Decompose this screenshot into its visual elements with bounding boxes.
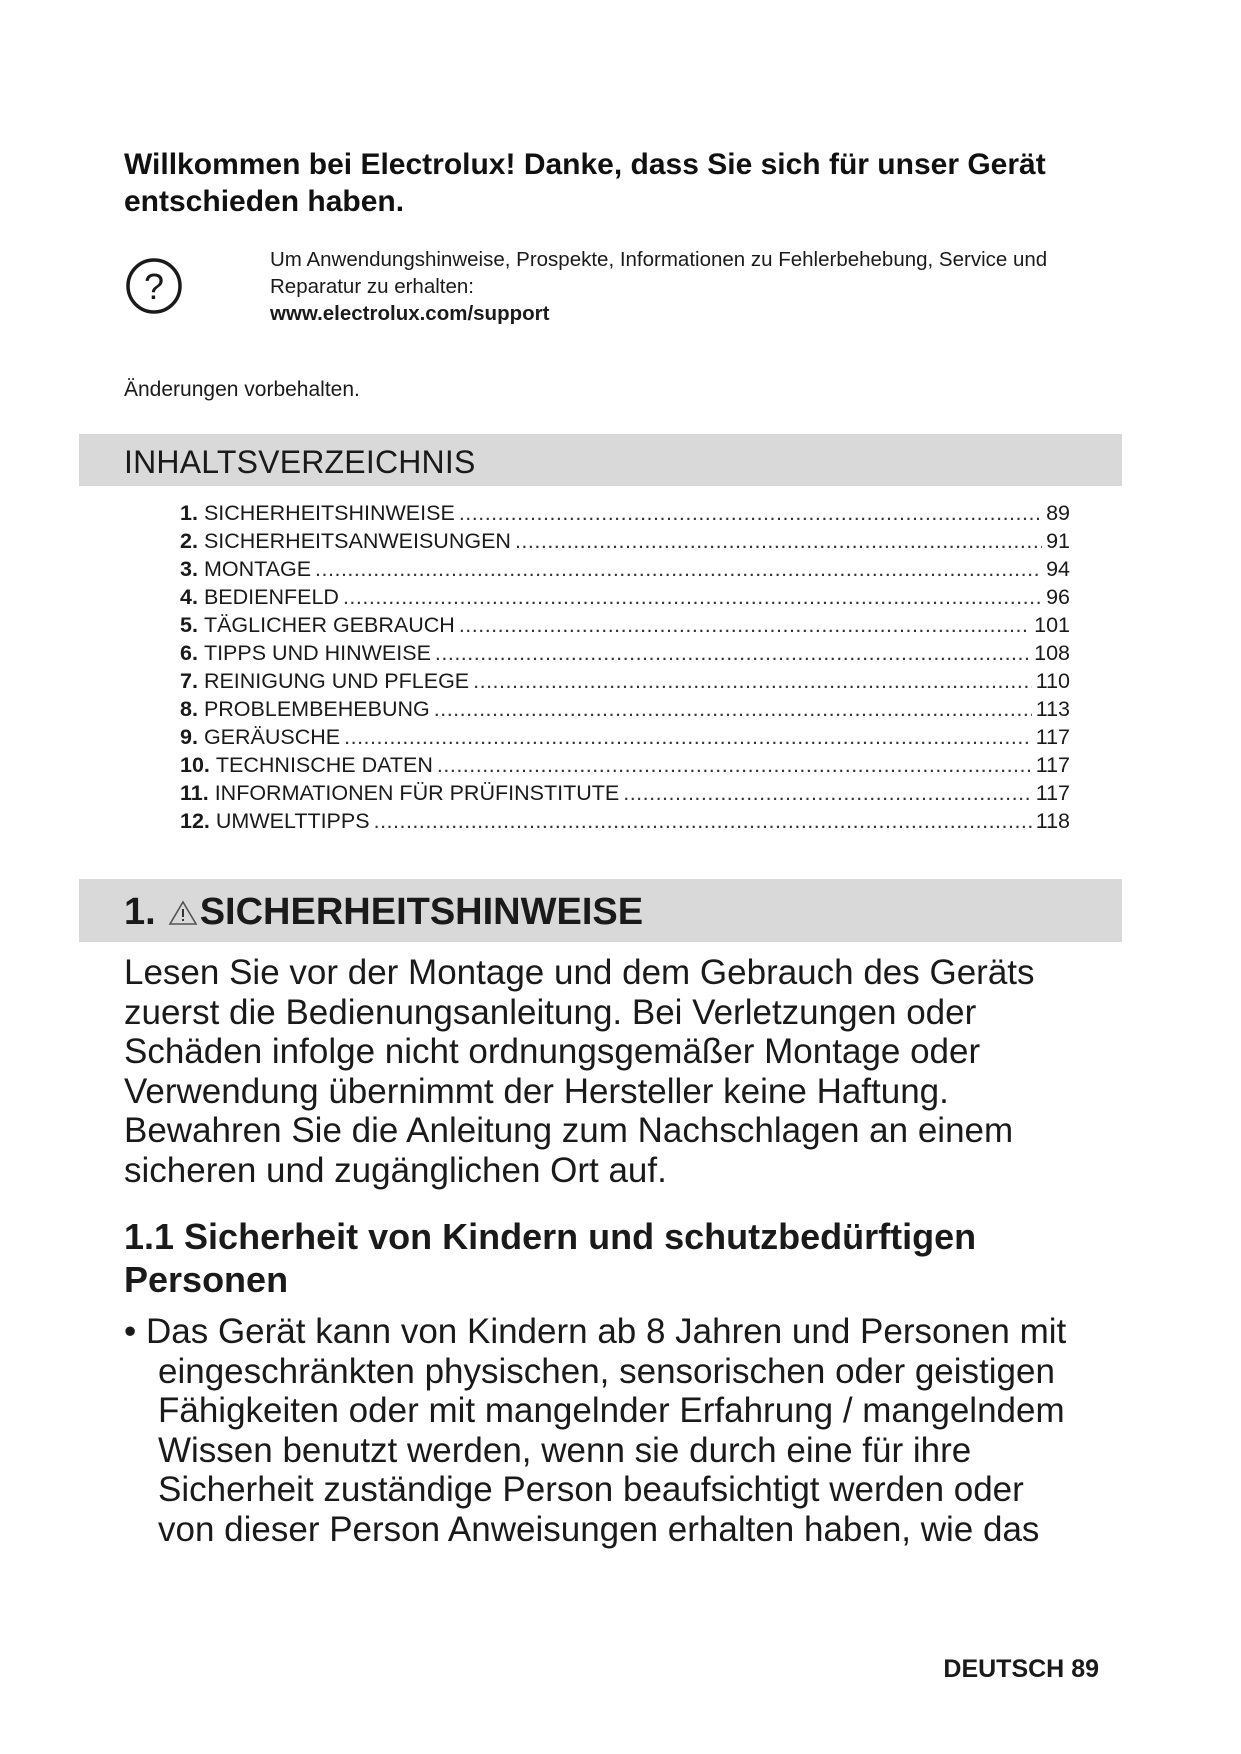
intro-line: Bewahren Sie die Anleitung zum Nachschlagen an einem [124,1111,1014,1150]
intro-line: Lesen Sie vor der Montage und dem Gebrauch des Geräts [124,953,1035,992]
bullet-line: • Das Gerät kann von Kindern ab 8 Jahren und Personen mit [124,1312,1067,1351]
toc-item-number: 2. [180,529,198,553]
toc-item-title: UMWELTTIPPS [215,809,370,833]
welcome-line-1: Willkommen bei Electrolux! Danke, dass Sie sich für unser Gerät [124,148,1046,181]
toc-item[interactable] [180,611,1070,639]
toc-item[interactable] [180,583,1070,611]
toc-item-number: 11. [180,781,209,805]
toc-leader-dots [459,499,1042,527]
section-1-heading-text: SICHERHEITSHINWEISE [199,891,644,933]
toc-item-number: 6. [180,641,198,665]
toc-leader-dots [315,555,1042,583]
bullet-line: Sicherheit zuständige Person beaufsichtigt werden oder [158,1470,1024,1509]
toc-item-number: 4. [180,585,198,609]
toc-item-title: INFORMATIONEN FÜR PRÜFINSTITUTE [214,781,620,805]
bullet-line: Fähigkeiten oder mit mangelnder Erfahrung / mangelndem [158,1391,1065,1430]
toc-item-title: TÄGLICHER GEBRAUCH [203,613,455,637]
toc-item-number: 12. [180,809,210,833]
toc-item-number: 1. [180,501,198,525]
toc-item-title: TECHNISCHE DATEN [215,753,433,777]
toc-item-page: 108 [1034,641,1070,665]
subsection-title-line-1: 1.1 Sicherheit von Kindern und schutzbedürftigen [124,1216,977,1257]
toc-item-title: SICHERHEITSANWEISUNGEN [203,529,511,553]
welcome-line-2: entschieden haben. [124,185,405,218]
toc-item-page: 113 [1035,697,1070,721]
svg-text:?: ? [143,266,165,307]
toc-item[interactable] [180,695,1070,723]
intro-line: zuerst die Bedienungsanleitung. Bei Verletzungen oder [124,992,977,1032]
subsection-title-line-2: Personen [124,1259,289,1300]
toc-item[interactable] [180,527,1070,555]
toc-item-title: REINIGUNG UND PFLEGE [203,669,470,693]
welcome-heading [124,146,1084,220]
toc-item-title: GERÄUSCHE [203,725,341,749]
footer-language: DEUTSCH [943,1655,1065,1683]
section-1-intro [124,953,1104,1190]
toc-item[interactable] [180,723,1070,751]
table-of-contents [180,499,1070,835]
section-1-title [124,891,643,934]
question-circle-icon [124,256,184,316]
toc-item-title: SICHERHEITSHINWEISE [203,501,455,525]
toc-leader-dots [343,583,1042,611]
support-url-link[interactable]: www.electrolux.com/support [270,302,550,325]
toc-leader-dots [344,723,1032,751]
bullet-item [124,1312,1148,1549]
toc-item-number: 8. [180,697,198,721]
toc-item-title: MONTAGE [203,557,312,581]
intro-line: Verwendung übernimmt der Hersteller keine Haftung. [124,1071,949,1111]
page-footer [943,1655,1099,1684]
section-1-header-bar [79,879,1122,942]
toc-leader-dots [623,779,1032,807]
toc-item-page: 101 [1034,613,1070,637]
toc-leader-dots [515,527,1042,555]
toc-item-title: TIPPS UND HINWEISE [203,641,431,665]
toc-title: INHALTSVERZEICHNIS [124,444,476,480]
toc-item-page: 110 [1035,669,1070,693]
toc-item-number: 7. [180,669,198,693]
bullet-line: Wissen benutzt werden, wenn sie durch eine für ihre [158,1430,972,1470]
warning-triangle-icon [168,900,198,926]
toc-item-number: 9. [180,725,198,749]
toc-item-page: 117 [1035,753,1070,777]
section-1-number: 1. [124,891,156,933]
toc-item-page: 89 [1046,501,1070,525]
toc-leader-dots [473,667,1032,695]
toc-item[interactable] [180,499,1070,527]
intro-line: sicheren und zugänglichen Ort auf. [124,1150,667,1190]
toc-item-page: 96 [1046,585,1070,609]
bullet-line: von dieser Person Anweisungen erhalten haben, wie das [158,1509,1040,1549]
toc-item[interactable] [180,639,1070,667]
changes-notice: Änderungen vorbehalten. [124,378,360,401]
support-info-line-1: Um Anwendungshinweise, Prospekte, Informationen zu Fehlerbehebung, Service und [270,248,1048,271]
toc-item-title: BEDIENFELD [203,585,339,609]
toc-item[interactable] [180,779,1070,807]
support-info-line-2: Reparatur zu erhalten: [270,275,474,298]
toc-item-page: 91 [1046,529,1070,553]
toc-item[interactable] [180,751,1070,779]
intro-line: Schäden infolge nicht ordnungsgemäßer Montage oder [124,1032,981,1071]
footer-page-number: 89 [1071,1655,1099,1683]
toc-leader-dots [459,611,1030,639]
toc-item-page: 117 [1035,781,1070,805]
support-info [270,246,1150,327]
toc-item-number: 10. [180,753,210,777]
toc-item-page: 117 [1035,725,1070,749]
toc-item-number: 5. [180,613,198,637]
bullet-line: eingeschränkten physischen, sensorischen oder geistigen [158,1351,1055,1391]
toc-item[interactable] [180,807,1070,835]
subsection-1-1-title [124,1215,1104,1301]
toc-header-bar [79,434,1122,486]
toc-leader-dots [435,639,1030,667]
toc-leader-dots [434,695,1032,723]
toc-item-page: 94 [1046,557,1070,581]
toc-item-number: 3. [180,557,198,581]
toc-leader-dots [374,807,1032,835]
toc-item-page: 118 [1035,809,1070,833]
toc-item[interactable] [180,667,1070,695]
toc-leader-dots [437,751,1032,779]
toc-item[interactable] [180,555,1070,583]
toc-item-title: PROBLEMBEHEBUNG [203,697,430,721]
